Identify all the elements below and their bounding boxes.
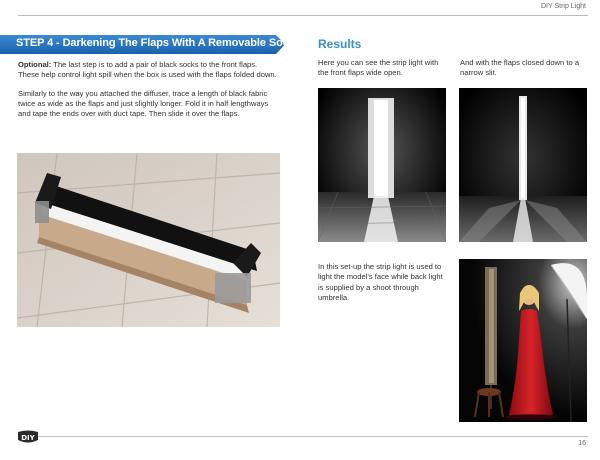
optional-label: Optional:: [18, 60, 52, 69]
optional-paragraph: [18, 60, 280, 81]
model-setup-photo: [459, 259, 587, 422]
step-title: STEP 4 - Darkening The Flaps With A Removable Sock: [16, 37, 295, 49]
diy-logo: [17, 430, 39, 449]
caption-flaps-open: Here you can see the strip light with the front flaps wide open.: [318, 58, 439, 78]
results-heading: Results: [318, 37, 362, 51]
flaps-closed-photo: [459, 88, 587, 242]
left-column: [18, 60, 280, 127]
running-header: DIY Strip Light: [540, 3, 586, 10]
optional-text: The last step is to add a pair of black socks to the front flaps. These help control light spill when the box is used with the flaps folded down.: [18, 60, 277, 80]
flaps-open-photo: [318, 88, 446, 242]
instructions-paragraph: Similarly to the way you attached the diffuser, trace a length of black fabric twice as wide as the flaps and just slightly longer. Fold it in half lengthways and tape the ends over with duct tape. Then slide it over the flaps.: [18, 88, 269, 119]
page-number: 16: [578, 440, 586, 447]
step-banner: [0, 35, 295, 54]
header-rule: [18, 15, 588, 16]
footer-rule: [38, 436, 588, 437]
caption-model-setup: In this set-up the strip light is used to light the model's face while back light is supplied by a shoot through umbrella.: [318, 262, 443, 302]
diy-logo-text: DIY: [21, 434, 35, 442]
caption-flaps-closed: And with the flaps closed down to a narrow slit.: [460, 58, 580, 78]
strip-box-sock-photo: [17, 153, 280, 327]
